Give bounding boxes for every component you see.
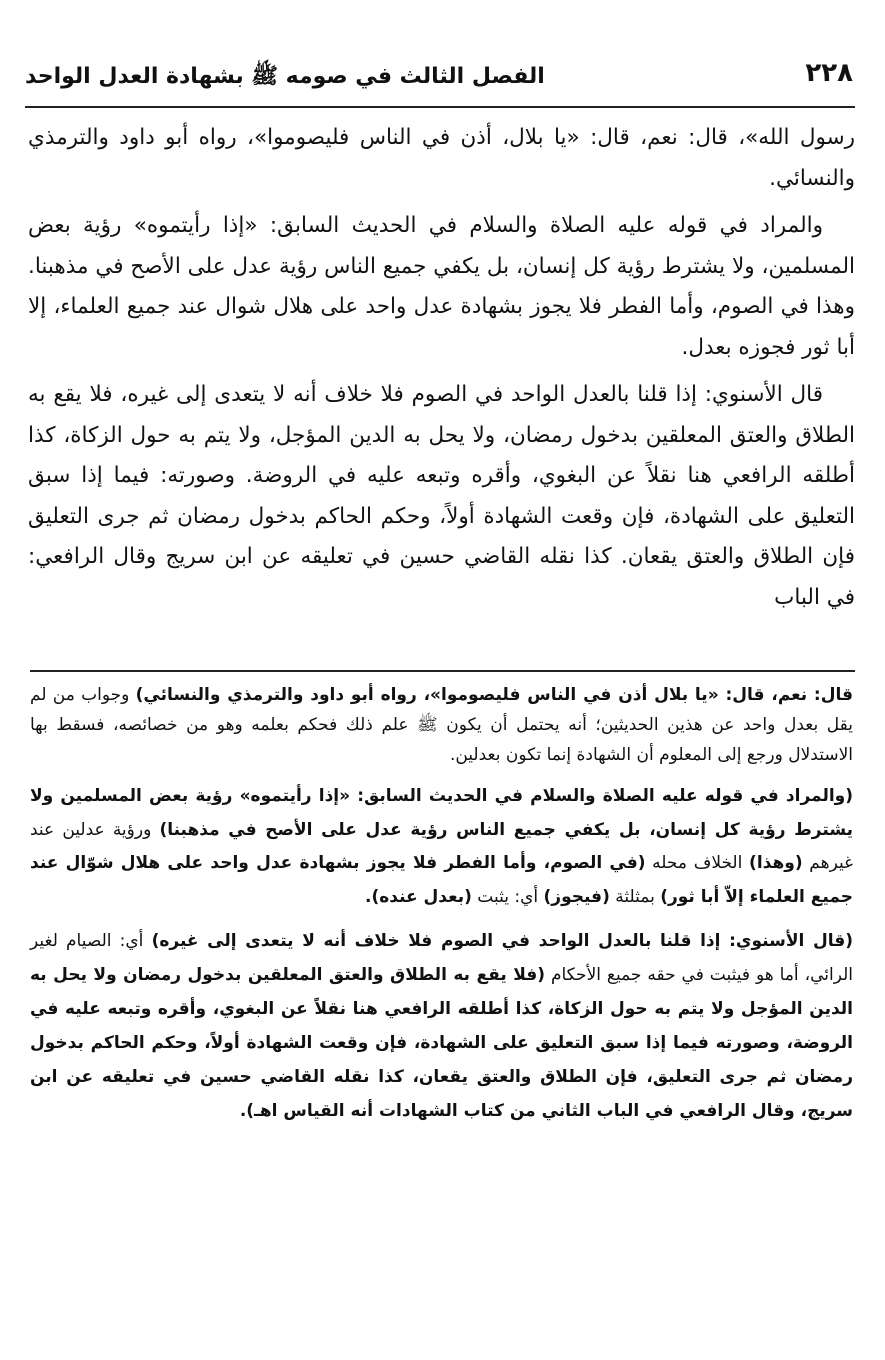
commentary-block-2 [30,780,853,914]
main-text [28,118,855,625]
commentary-explanation: بمثلثة [609,886,661,907]
commentary-explanation: وجواب من لم يقل بعدل واحد عن هذين الحديثين؛ أنه يحتمل أن يكون ﷺ علم ذلك فحكم بعلمه وهو من خصائصه، فسقط بها الاستدلال ورجع إلى المعلوم أن الشهادة إنما تكون بعدلين. [30,685,853,765]
commentary-explanation: ورؤية عدلين عند غيرهم [30,819,853,873]
commentary-quote: قال: نعم، قال: «يا بلال أذن في الناس فليصوموا»، رواه أبو داود والترمذي والنسائي) [135,685,853,705]
commentary-quote: (فيجوز) [543,886,610,907]
running-title: الفصل الثالث في صومه ﷺ بشهادة العدل الواحد [25,64,545,89]
commentary-quote: (في الصوم، وأما الفطر فلا يجوز بشهادة عدل واحد على هلال شوّال عند جميع العلماء إلاّ أبا ثور) [30,853,853,907]
commentary [30,680,853,1136]
commentary-quote: (بعدل عنده). [365,886,472,907]
main-paragraph-3: قال الأسنوي: إذا قلنا بالعدل الواحد في الصوم فلا خلاف أنه لا يتعدى إلى غيره، فلا يقع به الطلاق والعتق المعلقين بدخول رمضان، ولا يحل به الدين المؤجل، ولا يتم به حول الزكاة، كذا أطلقه الرافعي هنا نقلاً عن البغوي، وأقره وتبعه عليه في الروضة. وصورته: فيما إذا سبق التعليق على الشهادة، فإن وقعت الشهادة أولاً، وحكم الحاكم بدخول رمضان ثم جرى التعليق فإن الطلاق والعتق يقعان. كذا نقله القاضي حسين في تعليقه عن ابن سريج وقال الرافعي: في الباب [28,382,855,610]
commentary-quote: (وهذا) [749,853,803,873]
commentary-quote: (فلا يقع به الطلاق والعتق المعلقين بدخول رمضان ولا يحل به الدين المؤجل ولا يتم به حول الزكاة، كذا أطلقه الرافعي هنا نقلاً عن البغوي، وأقره وتبعه عليه في الروضة، وصورته فيما إذا سبق التعليق على الشهادة، فإن وقعت الشهادة أولاً، وحكم الحاكم بدخول رمضان ثم جرى التعليق، فإن الطلاق والعتق يقعان، كذا نقله القاضي حسين في تعليقه عن ابن سريج، وقال الرافعي في الباب الثاني من كتاب الشهادات أنه القياس اهـ). [30,965,853,1121]
page-header [25,58,855,108]
main-paragraph-2: والمراد في قوله عليه الصلاة والسلام في الحديث السابق: «إذا رأيتموه» رؤية بعض المسلمين، ولا يشترط رؤية كل إنسان، بل يكفي جميع الناس رؤية عدل على الأصح في مذهبنا. وهذا في الصوم، وأما الفطر فلا يجوز بشهادة عدل واحد على هلال شوال عند جميع العلماء، إلا أبا ثور فجوزه بعدل. [28,213,855,360]
footnote-divider [30,670,855,672]
commentary-block-1 [30,680,853,770]
commentary-explanation: أي: يثبت [471,886,544,907]
commentary-block-3 [30,924,853,1128]
page-number: ٢٢٨ [805,58,853,88]
commentary-explanation: الخلاف محله [645,853,750,873]
main-paragraph-1: رسول الله»، قال: نعم، قال: «يا بلال، أذن في الناس فليصوموا»، رواه أبو داود والترمذي والنسائي. [28,125,855,191]
commentary-explanation: أي: الصيام لغير الرائي، أما هو فيثبت في حقه جميع الأحكام [30,931,853,985]
commentary-quote: (والمراد في قوله عليه الصلاة والسلام في الحديث السابق: «إذا رأيتموه» رؤية بعض المسلمين ولا يشترط رؤية كل إنسان، بل يكفي جميع الناس رؤية عدل على الأصح في مذهبنا) [30,786,854,840]
commentary-quote: (قال الأسنوي: إذا قلنا بالعدل الواحد في الصوم فلا خلاف أنه لا يتعدى إلى غيره) [151,931,854,951]
